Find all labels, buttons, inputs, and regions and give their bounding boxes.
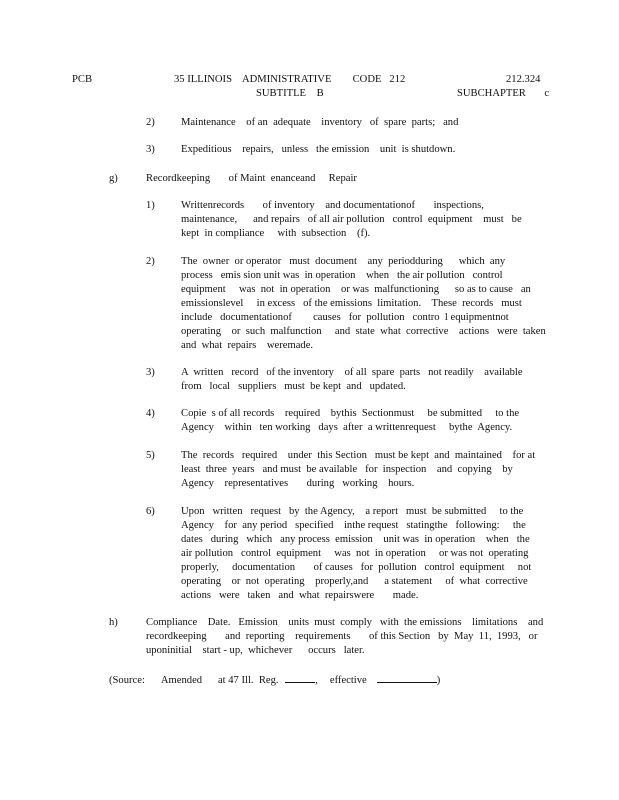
list-item-text [181, 366, 543, 394]
text-line: least three years and must be available for inspection and copying by [181, 464, 513, 475]
header-title: 35 ILLINOIS ADMINISTRATIVE CODE 212 [174, 74, 406, 85]
subchapter: SUBCHAPTER c [457, 88, 550, 99]
text-line: include documentationof causes for pollution contro l equipmentnot [181, 312, 509, 323]
text-line: The records required under this Section must be kept and maintained for at [181, 450, 536, 461]
source-open: (Source: [109, 675, 145, 686]
item-number: 1) [146, 200, 155, 211]
text-line: A written record of the inventory of all spare parts not readily available [181, 367, 523, 378]
text-line: maintenance, and repairs of all air pollution control equipment must be [181, 214, 522, 225]
text-line: operating or such malfunction and state what corrective actions were taken [181, 326, 546, 337]
section-letter: g) [109, 173, 118, 184]
text-line: recordkeeping and reporting requirements of this Section by May 11, 1993, or [146, 631, 538, 642]
text-line: Upon written request by the Agency, a report must be submitted to the [181, 506, 524, 517]
text-line: air pollution control equipment was not in operation or was not operating [181, 548, 529, 559]
header-left: PCB [72, 74, 93, 85]
item-number: 2) [146, 117, 155, 128]
text-line: kept in compliance with subsection (f). [181, 228, 371, 239]
text-line: emissionslevel in excess of the emissions limitation. These records must [181, 298, 522, 309]
text-line: Agency for any period specified inthe request statingthe following: the [181, 520, 526, 531]
text-line: Copie s of all records required bythis Sectionmust be submitted to the [181, 408, 520, 419]
item-number: 3) [146, 367, 155, 378]
item-number: 2) [146, 256, 155, 267]
text-line: process emis sion unit was in operation when the air pollution control [181, 270, 503, 281]
header-subtitle: SUBTITLE B [256, 88, 324, 99]
list-item-text [181, 199, 543, 241]
section-number: 212.324 [506, 74, 541, 85]
text-line: actions were taken and what repairswere made. [181, 590, 419, 601]
section-letter: h) [109, 617, 118, 628]
text-line: dates during which any process emission unit was in operation when the [181, 534, 530, 545]
text-line: uponinitial start - up, whichever occurs later. [146, 645, 365, 656]
effective-date-blank [377, 672, 437, 683]
source-effective: effective [329, 675, 367, 686]
list-item-text [181, 505, 543, 603]
item-number: 6) [146, 506, 155, 517]
text-line: Agency within ten working days after a writtenrequest bythe Agency. [181, 422, 513, 433]
source-comma: , [315, 675, 318, 686]
text-line: The owner or operator must document any periodduring which any [181, 256, 506, 267]
list-item-text [181, 449, 543, 491]
text-line: Writtenrecords of inventory and documentationof inspections, [181, 200, 484, 211]
section-text [146, 616, 546, 658]
item-number: 3) [146, 144, 155, 155]
text-line: operating or not operating properly,and a statement of what corrective [181, 576, 528, 587]
list-item-text [181, 255, 546, 353]
text-line: and what repairs weremade. [181, 340, 314, 351]
section-heading: Recordkeeping of Maint enanceand Repair [146, 173, 357, 184]
list-item-text [181, 116, 543, 130]
text-line: properly, documentation of causes for pollution control equipment not [181, 562, 532, 573]
source-note [109, 672, 440, 688]
text-line: Maintenance of an adequate inventory of spare parts; and [181, 117, 459, 128]
text-line: Agency representatives during working hours. [181, 478, 415, 489]
list-item-text [181, 143, 543, 157]
item-number: 5) [146, 450, 155, 461]
source-amended: Amended at 47 Ill. Reg. [160, 675, 279, 686]
text-line: from local suppliers must be kept and updated. [181, 381, 406, 392]
item-number: 4) [146, 408, 155, 419]
source-close: ) [436, 675, 441, 686]
text-line: Expeditious repairs, unless the emission unit is shutdown. [181, 144, 456, 155]
text-line: equipment was not in operation or was malfunctioning so as to cause an [181, 284, 531, 295]
list-item-text [181, 407, 543, 435]
register-page-blank [285, 672, 315, 683]
text-line: Compliance Date. Emission units must comply with the emissions limitations and [146, 617, 544, 628]
